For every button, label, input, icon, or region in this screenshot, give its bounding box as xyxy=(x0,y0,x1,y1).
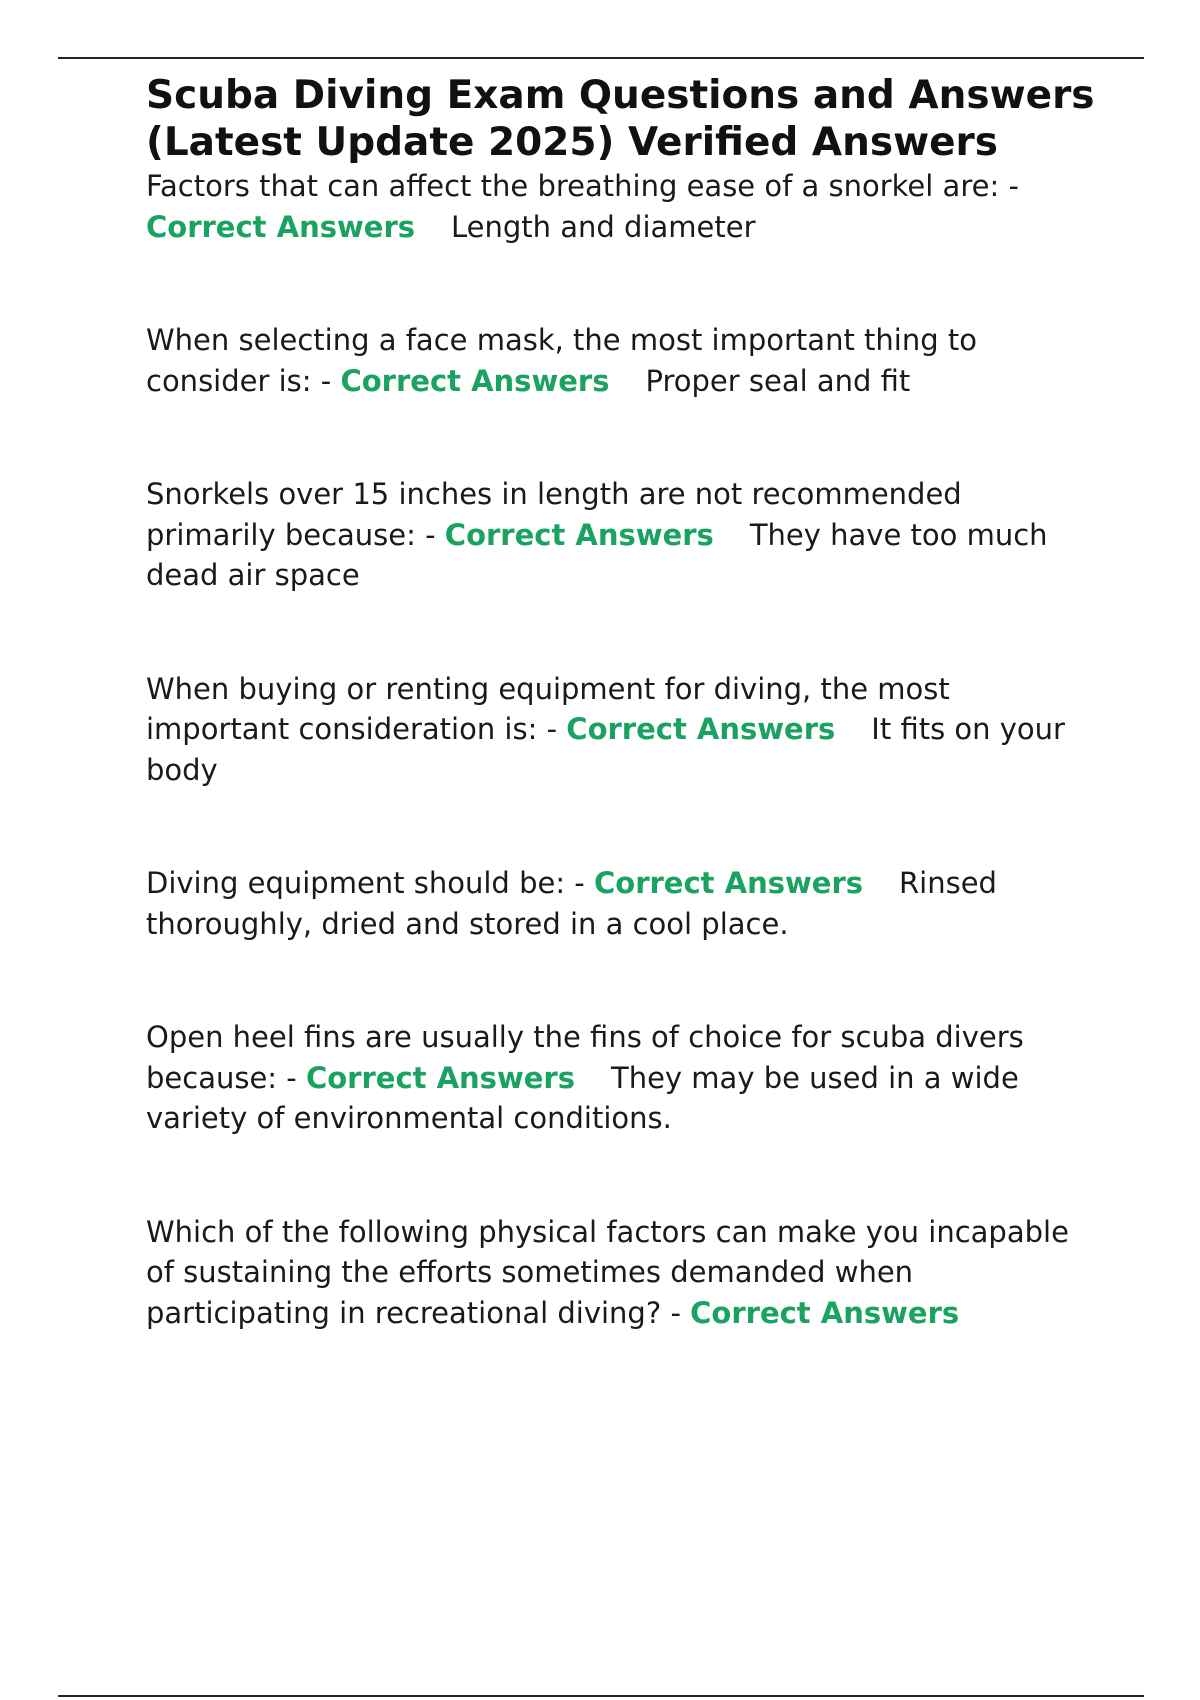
qa-item xyxy=(146,1017,1096,1139)
question-text: When selecting a face mask, the most important thing to consider is: - xyxy=(146,323,977,398)
question-text: When buying or renting equipment for diving, the most important consideration is: - xyxy=(146,671,950,746)
qa-item xyxy=(146,1212,1096,1334)
qa-item xyxy=(146,863,1096,944)
answer-marker: Correct Answers xyxy=(566,712,836,746)
document-body xyxy=(146,72,1096,1333)
qa-item xyxy=(146,320,1096,401)
question-text: Which of the following physical factors can make you incapable of sustaining the efforts sometimes demanded when participating in recreational diving? - xyxy=(146,1214,1069,1330)
answer-text: Length and diameter xyxy=(451,209,756,244)
answer-marker: Correct Answers xyxy=(444,517,714,552)
answer-text: They have too much dead air space xyxy=(146,517,1048,592)
bottom-rule xyxy=(58,1695,1144,1697)
document-title: Scuba Diving Exam Questions and Answers (Latest Update 2025) Verified Answers xyxy=(146,73,1095,165)
question-text: Open heel fins are usually the fins of choice for scuba divers because: - xyxy=(146,1020,1024,1095)
qa-item xyxy=(146,166,1096,247)
question-text: Factors that can affect the breathing ease of a snorkel are: - xyxy=(146,169,1019,203)
answer-marker: Correct Answers xyxy=(305,1060,575,1095)
answer-marker: Correct Answers xyxy=(594,866,864,900)
answer-text: They may be used in a wide variety of environmental conditions. xyxy=(146,1060,1019,1135)
answer-marker: Correct Answers xyxy=(146,209,416,244)
answer-marker: Correct Answers xyxy=(340,363,610,398)
answer-text: It fits on your body xyxy=(146,712,1065,787)
qa-item xyxy=(146,669,1096,791)
question-text: Snorkels over 15 inches in length are not recommended primarily because: - xyxy=(146,477,962,552)
top-rule xyxy=(58,57,1144,59)
question-text: Diving equipment should be: - xyxy=(146,866,585,900)
answer-text: Proper seal and fit xyxy=(645,363,911,398)
answer-text: Rinsed thoroughly, dried and stored in a cool place. xyxy=(146,866,997,941)
qa-item xyxy=(146,474,1096,596)
answer-marker: Correct Answers xyxy=(690,1295,960,1330)
